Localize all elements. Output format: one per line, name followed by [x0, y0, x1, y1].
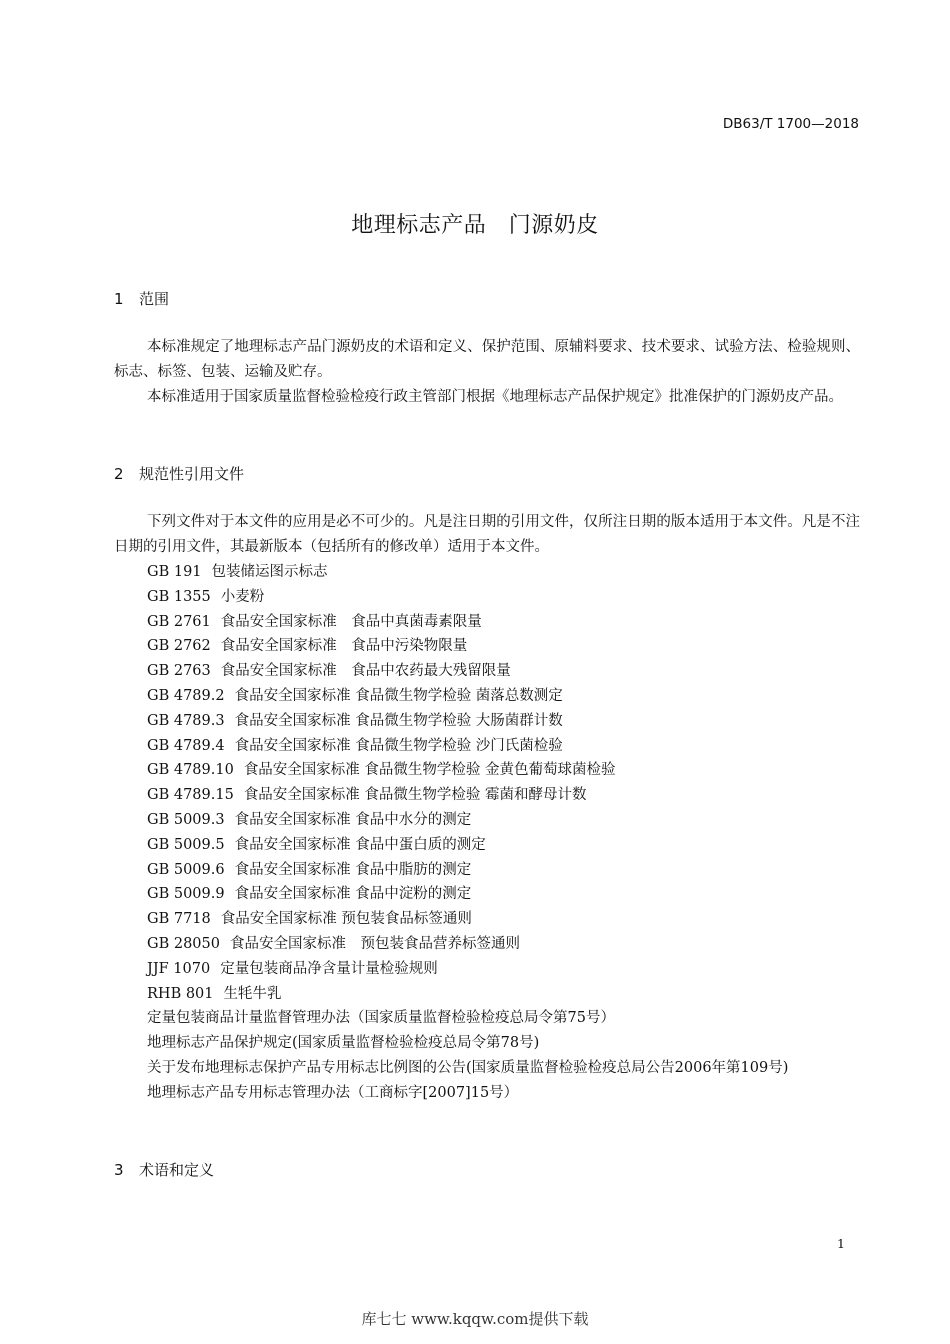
reference-code: GB 4789.4 — [147, 737, 225, 754]
reference-title: 食品安全国家标准 食品微生物学检验 大肠菌群计数 — [234, 712, 563, 729]
reference-item — [147, 1081, 862, 1106]
reference-item — [147, 585, 862, 610]
reference-item — [147, 882, 862, 907]
page-number: 1 — [837, 1236, 845, 1251]
reference-title: 地理标志产品保护规定(国家质量监督检验检疫总局令第78号) — [147, 1035, 540, 1052]
reference-code: GB 2761 — [147, 613, 211, 630]
reference-title: 食品安全国家标准 预包装食品标签通则 — [220, 911, 472, 928]
reference-title: 食品安全国家标准 食品中蛋白质的测定 — [234, 836, 486, 853]
reference-code: GB 5009.9 — [147, 886, 225, 903]
reference-title: 食品安全国家标准 食品中农药最大残留限量 — [220, 663, 511, 680]
reference-code: GB 5009.6 — [147, 861, 225, 878]
references-intro: 下列文件对于本文件的应用是必不可少的。凡是注日期的引用文件，仅所注日期的版本适用于本文件。凡是不注日期的引用文件，其最新版本（包括所有的修改单）适用于本文件。 — [114, 514, 860, 555]
reference-item — [147, 858, 862, 883]
reference-item — [147, 1031, 862, 1056]
reference-code: GB 4789.15 — [147, 787, 234, 804]
reference-item — [147, 957, 862, 982]
reference-item — [147, 634, 862, 659]
reference-item — [147, 783, 862, 808]
section-title: 规范性引用文件 — [139, 465, 245, 483]
reference-code: GB 2763 — [147, 663, 211, 680]
reference-code: RHB 801 — [147, 985, 214, 1002]
reference-item — [147, 659, 862, 684]
reference-item — [147, 684, 862, 709]
reference-title: 食品安全国家标准 食品中污染物限量 — [220, 638, 468, 655]
reference-item — [147, 610, 862, 635]
reference-title: 食品安全国家标准 食品中真菌毒素限量 — [220, 613, 482, 630]
section-2-heading — [114, 463, 244, 484]
reference-list — [147, 560, 862, 1106]
reference-title: 食品安全国家标准 食品中淀粉的测定 — [234, 886, 472, 903]
reference-item — [147, 709, 862, 734]
reference-title: 食品安全国家标准 食品微生物学检验 菌落总数测定 — [234, 687, 563, 704]
reference-title: 关于发布地理标志保护产品专用标志比例图的公告(国家质量监督检验检疫总局公告2006年第109号) — [147, 1059, 789, 1076]
reference-title: 食品安全国家标准 食品微生物学检验 霉菌和酵母计数 — [243, 787, 587, 804]
reference-code: GB 5009.5 — [147, 836, 225, 853]
reference-title: 食品安全国家标准 预包装食品营养标签通则 — [229, 935, 520, 952]
reference-title: 食品安全国家标准 食品微生物学检验 金黄色葡萄球菌检验 — [243, 762, 616, 779]
section-1-heading — [114, 288, 169, 309]
section-number: 2 — [114, 465, 124, 483]
reference-title: 小麦粉 — [220, 588, 265, 605]
reference-code: GB 4789.3 — [147, 712, 225, 729]
section-number: 1 — [114, 290, 124, 308]
document-title: 地理标志产品 门源奶皮 — [351, 213, 599, 238]
reference-code: GB 4789.10 — [147, 762, 234, 779]
reference-title: 地理标志产品专用标志管理办法（工商标字[2007]15号） — [147, 1084, 519, 1101]
standard-code: DB63/T 1700—2018 — [722, 116, 859, 132]
reference-code: GB 4789.2 — [147, 687, 225, 704]
reference-title: 包装储运图示标志 — [211, 564, 328, 580]
scope-paragraph-2: 本标准适用于国家质量监督检验检疫行政主管部门根据《地理标志产品保护规定》批准保护的门源奶皮产品。 — [147, 389, 843, 405]
scope-paragraph-1: 本标准规定了地理标志产品门源奶皮的术语和定义、保护范围、原辅料要求、技术要求、试验方法、检验规则、标志、标签、包装、运输及贮存。 — [114, 339, 860, 380]
section-number: 3 — [114, 1161, 124, 1179]
reference-title: 生牦牛乳 — [223, 985, 282, 1002]
reference-item — [147, 758, 862, 783]
reference-title: 定量包装商品计量监督管理办法（国家质量监督检验检疫总局令第75号） — [147, 1010, 615, 1027]
reference-item — [147, 808, 862, 833]
section-title: 术语和定义 — [139, 1161, 215, 1179]
reference-item — [147, 560, 862, 585]
reference-item — [147, 734, 862, 759]
reference-code: GB 7718 — [147, 911, 211, 928]
reference-code: GB 191 — [147, 564, 202, 580]
reference-item — [147, 1056, 862, 1081]
section-title: 范围 — [139, 290, 170, 308]
reference-code: GB 1355 — [147, 588, 211, 605]
reference-title: 食品安全国家标准 食品中脂肪的测定 — [234, 861, 472, 878]
reference-code: GB 2762 — [147, 638, 211, 655]
reference-item — [147, 982, 862, 1007]
reference-item — [147, 833, 862, 858]
reference-code: JJF 1070 — [147, 960, 211, 977]
reference-code: GB 28050 — [147, 935, 220, 952]
reference-item — [147, 932, 862, 957]
download-watermark: 库七七 www.kqqw.com提供下载 — [361, 1310, 589, 1328]
reference-item — [147, 907, 862, 932]
reference-title: 定量包装商品净含量计量检验规则 — [220, 960, 438, 977]
reference-title: 食品安全国家标准 食品中水分的测定 — [234, 811, 472, 828]
section-3-heading — [114, 1159, 214, 1180]
reference-title: 食品安全国家标准 食品微生物学检验 沙门氏菌检验 — [234, 737, 563, 754]
reference-code: GB 5009.3 — [147, 811, 225, 828]
reference-item — [147, 1006, 862, 1031]
